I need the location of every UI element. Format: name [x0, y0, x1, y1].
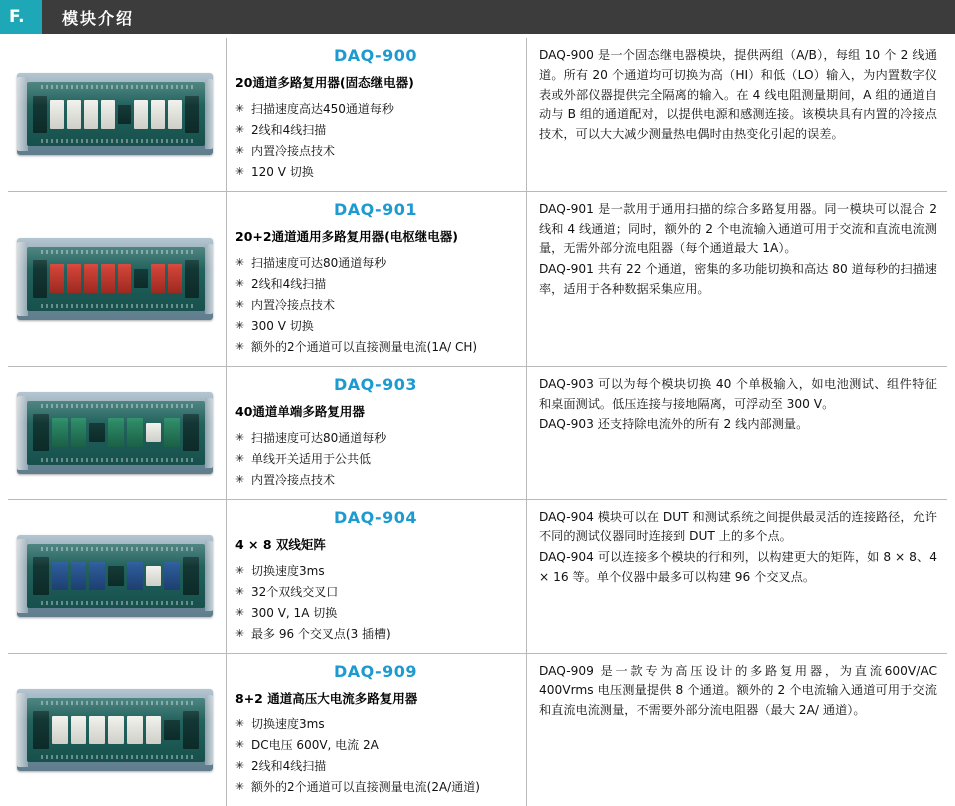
description-paragraph: DAQ-904 模块可以在 DUT 和测试系统之间提供最灵活的连接路径，允许不同的测试仪器同时连接到 DUT 上的多个点。: [539, 508, 937, 548]
table-row: [8, 500, 947, 654]
list-item: ✳ 切换速度3ms: [235, 561, 516, 582]
description-paragraph: DAQ-901 是一款用于通用扫描的综合多路复用器。同一模块可以混合 2 线和 4 线通道；同时，额外的 2 个电流输入通道可用于交流和直流电流测量，无需外部分流电阻器（每个通道最大 1A）。: [539, 200, 937, 259]
star-icon: ✳: [235, 99, 244, 118]
table-row: [8, 367, 947, 500]
list-item: ✳ 内置冷接点技术: [235, 141, 516, 162]
star-icon: ✳: [235, 428, 244, 447]
list-item: ✳ 切换速度3ms: [235, 714, 516, 735]
description-paragraph: DAQ-901 共有 22 个通道，密集的多功能切换和高达 80 道每秒的扫描速率，适用于各种数据采集应用。: [539, 260, 937, 300]
module-spec-cell: [226, 38, 526, 191]
star-icon: ✳: [235, 337, 244, 356]
module-feature-list: [235, 99, 516, 183]
module-image-cell: [8, 192, 226, 366]
daq-904-board-image: [17, 535, 213, 617]
list-item: ✳ 2线和4线扫描: [235, 756, 516, 777]
star-icon: ✳: [235, 295, 244, 314]
module-subtitle: 20通道多路复用器(固态继电器): [235, 75, 516, 92]
list-item: ✳ 扫描速度可达80通道每秒: [235, 428, 516, 449]
star-icon: ✳: [235, 714, 244, 733]
module-model-name: DAQ-903: [235, 375, 516, 394]
list-item: ✳ 额外的2个通道可以直接测量电流(1A/ CH): [235, 337, 516, 358]
star-icon: ✳: [235, 162, 244, 181]
daq-909-board-image: [17, 689, 213, 771]
module-spec-cell: [226, 654, 526, 806]
table-row: [8, 38, 947, 192]
star-icon: ✳: [235, 253, 244, 272]
module-table: [0, 38, 955, 806]
list-item: ✳ 最多 96 个交叉点(3 插槽): [235, 624, 516, 645]
star-icon: ✳: [235, 141, 244, 160]
list-item: ✳ 120 V 切换: [235, 162, 516, 183]
star-icon: ✳: [235, 756, 244, 775]
list-item: ✳ 内置冷接点技术: [235, 470, 516, 491]
list-item: ✳ 2线和4线扫描: [235, 274, 516, 295]
list-item: ✳ 扫描速度可达80通道每秒: [235, 253, 516, 274]
module-image-cell: [8, 500, 226, 653]
list-item: ✳ 2线和4线扫描: [235, 120, 516, 141]
module-image-cell: [8, 38, 226, 191]
star-icon: ✳: [235, 470, 244, 489]
star-icon: ✳: [235, 582, 244, 601]
module-subtitle: 40通道单端多路复用器: [235, 404, 516, 421]
section-header: [0, 0, 955, 34]
module-model-name: DAQ-909: [235, 662, 516, 681]
section-letter-badge: F.: [0, 0, 42, 34]
star-icon: ✳: [235, 624, 244, 643]
module-subtitle: 8+2 通道高压大电流多路复用器: [235, 691, 516, 708]
star-icon: ✳: [235, 603, 244, 622]
list-item: ✳ 300 V 切换: [235, 316, 516, 337]
description-paragraph: DAQ-909 是一款专为高压设计的多路复用器，为直流600V/AC 400Vrms 电压测量提供 8 个通道。额外的 2 个电流输入通道可用于交流和直流电流测量，不需要外部分流电阻器（最大 2A/ 通道）。: [539, 662, 937, 721]
star-icon: ✳: [235, 449, 244, 468]
module-description-cell: [526, 654, 947, 806]
module-image-cell: [8, 367, 226, 499]
module-feature-list: [235, 714, 516, 798]
description-paragraph: DAQ-904 可以连接多个模块的行和列，以构建更大的矩阵，如 8 × 8、4 × 16 等。单个仪器中最多可以构建 96 个交叉点。: [539, 548, 937, 588]
module-model-name: DAQ-900: [235, 46, 516, 65]
module-model-name: DAQ-904: [235, 508, 516, 527]
module-model-name: DAQ-901: [235, 200, 516, 219]
daq-901-board-image: [17, 238, 213, 320]
module-spec-cell: [226, 192, 526, 366]
list-item: ✳ 内置冷接点技术: [235, 295, 516, 316]
table-row: [8, 654, 947, 806]
module-image-cell: [8, 654, 226, 806]
list-item: ✳ DC电压 600V, 电流 2A: [235, 735, 516, 756]
list-item: ✳ 300 V, 1A 切换: [235, 603, 516, 624]
star-icon: ✳: [235, 316, 244, 335]
module-feature-list: [235, 428, 516, 491]
star-icon: ✳: [235, 120, 244, 139]
star-icon: ✳: [235, 777, 244, 796]
module-description-cell: [526, 38, 947, 191]
list-item: ✳ 扫描速度高达450通道每秒: [235, 99, 516, 120]
module-subtitle: 4 × 8 双线矩阵: [235, 537, 516, 554]
list-item: ✳ 32个双线交叉口: [235, 582, 516, 603]
page-title: 模块介绍: [42, 0, 955, 34]
description-paragraph: DAQ-903 还支持除电流外的所有 2 线内部测量。: [539, 415, 937, 435]
list-item: ✳ 单线开关适用于公共低: [235, 449, 516, 470]
star-icon: ✳: [235, 561, 244, 580]
module-description-cell: [526, 192, 947, 366]
star-icon: ✳: [235, 735, 244, 754]
star-icon: ✳: [235, 274, 244, 293]
daq-903-board-image: [17, 392, 213, 474]
list-item: ✳ 额外的2个通道可以直接测量电流(2A/通道): [235, 777, 516, 798]
description-paragraph: DAQ-903 可以为每个模块切换 40 个单极输入，如电池测试、组件特征和桌面测试。低压连接与接地隔离，可浮动至 300 V。: [539, 375, 937, 415]
module-description-cell: [526, 500, 947, 653]
description-paragraph: DAQ-900 是一个固态继电器模块，提供两组（A/B），每组 10 个 2 线通道。所有 20 个通道均可切换为高（HI）和低（LO）输入，为内置数字仪表或外部仪器提供完全隔离的输入。在 4 线电阻测量期间，A 组的通道自动与 B 组的通道配对，以提供电源和感测连接。该模块具有内置的冷接点技术，可以大大减少测量热电偶时由热变化引起的误差。: [539, 46, 937, 145]
module-subtitle: 20+2通道通用多路复用器(电枢继电器): [235, 229, 516, 246]
module-description-cell: [526, 367, 947, 499]
module-feature-list: [235, 561, 516, 645]
daq-900-board-image: [17, 73, 213, 155]
module-spec-cell: [226, 367, 526, 499]
table-row: [8, 192, 947, 367]
module-feature-list: [235, 253, 516, 358]
module-spec-cell: [226, 500, 526, 653]
